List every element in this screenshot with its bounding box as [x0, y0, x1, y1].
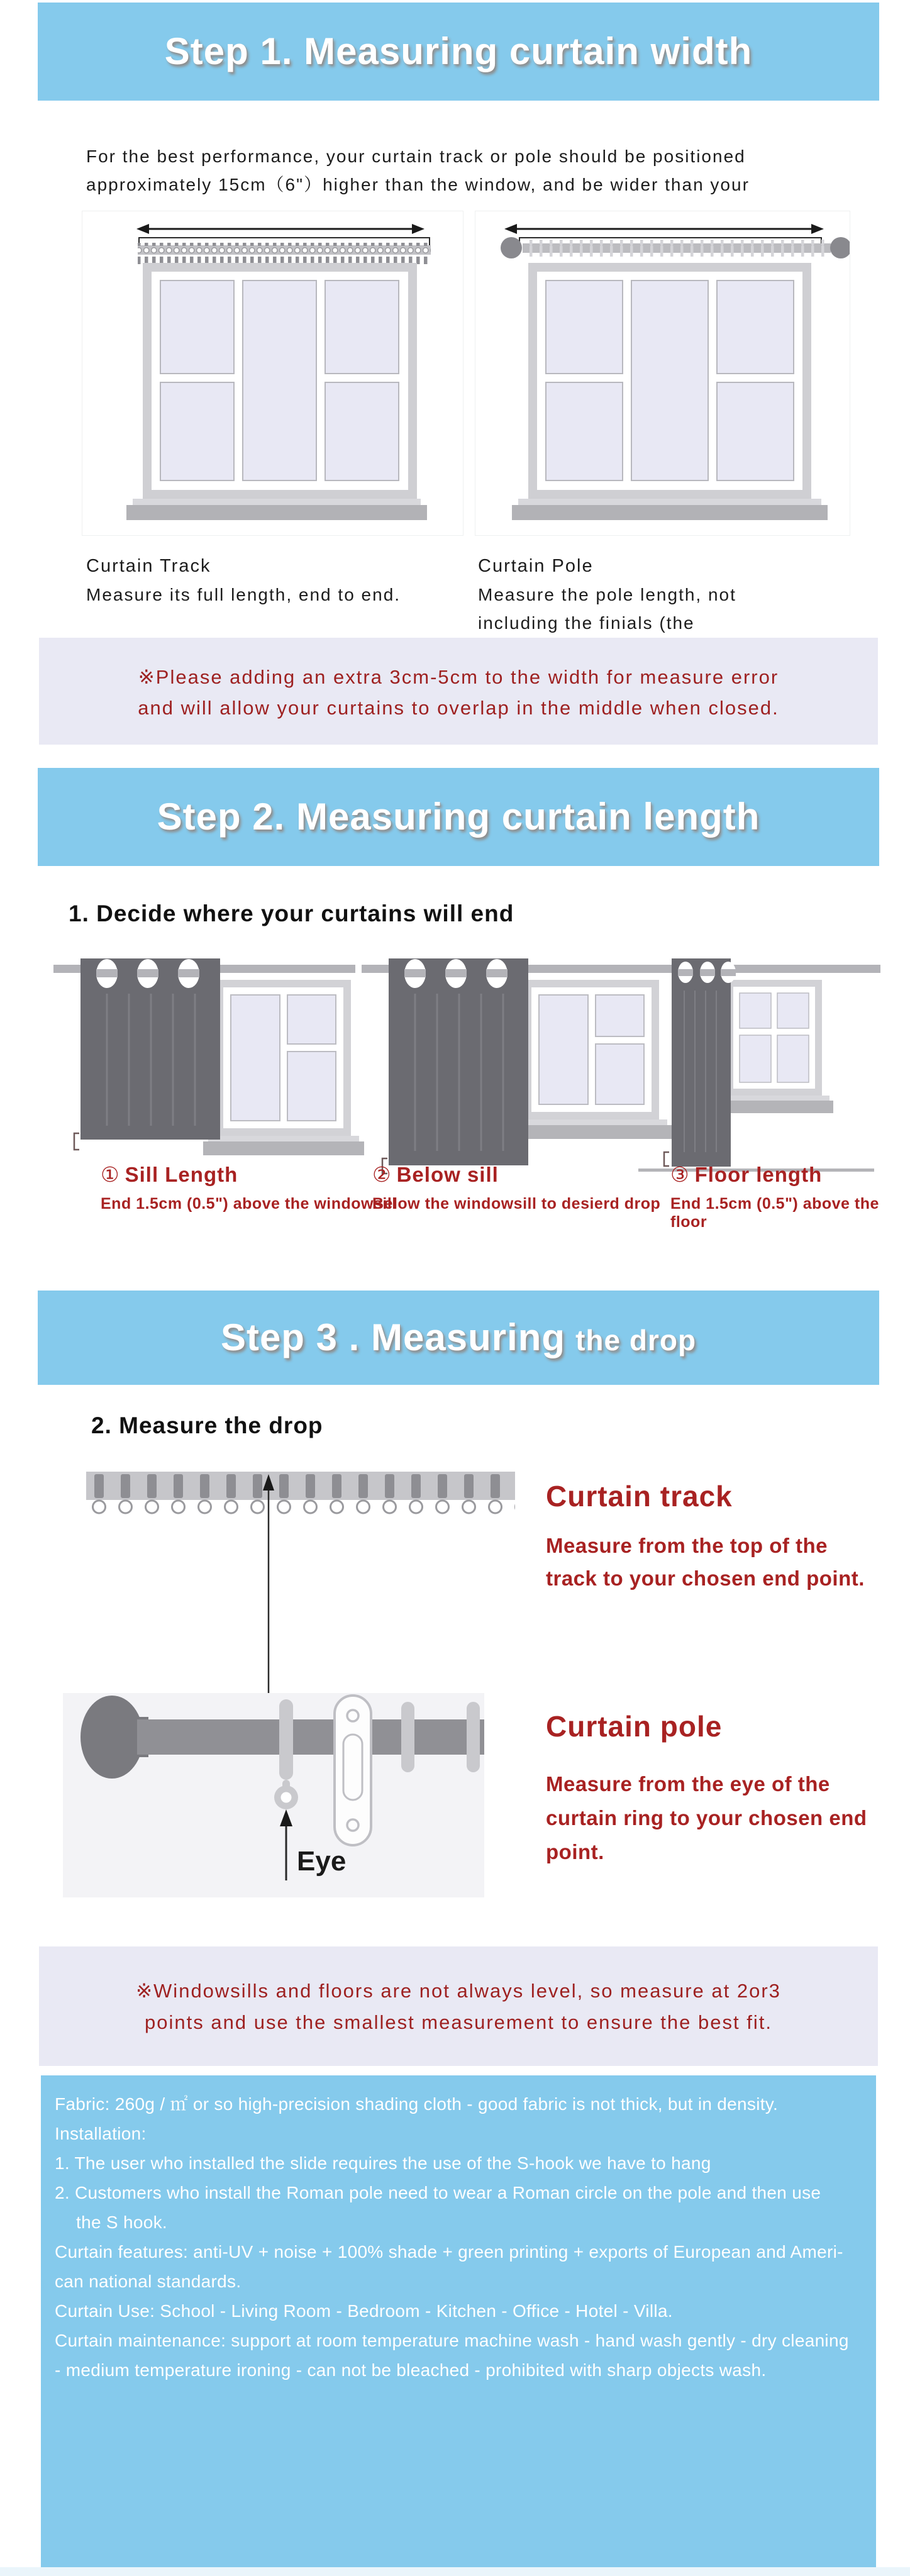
finial-right-icon — [830, 237, 850, 258]
pole-measure-line2: curtain ring to your chosen end — [546, 1806, 867, 1829]
pole-measure-line3: point. — [546, 1840, 604, 1863]
curtain-track-graphic — [138, 243, 431, 264]
track-measure-line2: track to your chosen end point. — [546, 1567, 865, 1590]
curtain-track-diagram-box — [82, 211, 463, 536]
curtain-panel-graphic — [389, 958, 528, 1165]
info-line-maintenance-2: - medium temperature ironing - can not be bleached - prohibited with sharp objects wash. — [55, 2360, 767, 2380]
width-arrow-icon — [136, 224, 424, 234]
step3-banner — [38, 1291, 879, 1385]
below-sill-caption — [372, 1162, 660, 1213]
info-line-install-2b: the S hook. — [76, 2212, 167, 2232]
track-caption-body: Measure its full length, end to end. — [86, 585, 401, 604]
step3-banner-sub: the drop — [575, 1324, 697, 1357]
option3-number: ③ — [670, 1163, 690, 1186]
width-note — [39, 638, 878, 745]
step2-banner: Step 2. Measuring curtain length — [38, 768, 879, 866]
level-note-line1: ※Windowsills and floors are not always level, so measure at 2or3 — [136, 1980, 781, 2002]
curtain-pole-drop-diagram — [63, 1693, 484, 1897]
drop-pole-illustration — [63, 1693, 484, 1901]
info-line-features-2: can national standards. — [55, 2272, 241, 2291]
finial-left-icon — [501, 237, 522, 258]
curtain-pole-window-diagram — [475, 211, 850, 535]
step1-intro-line2: approximately 15cm（6"）higher than the window, and be wider than your — [86, 175, 750, 194]
info-line-install-1: 1. The user who installed the slide requires the use of the S-hook we have to hang — [55, 2153, 711, 2173]
track-measure-line1: Measure from the top of the — [546, 1534, 828, 1557]
floor-length-diagram — [629, 956, 906, 1180]
step3-heading: 2. Measure the drop — [91, 1413, 323, 1438]
option3-desc: End 1.5cm (0.5") above the floor — [670, 1195, 879, 1231]
track-gliders — [86, 1467, 515, 1517]
info-line-maintenance: Curtain maintenance: support at room temperature machine wash - hand wash gently - dry cleaning — [55, 2331, 849, 2350]
finial-icon — [80, 1696, 143, 1779]
info-line-use: Curtain Use: School - Living Room - Bedroom - Kitchen - Office - Hotel - Villa. — [55, 2301, 673, 2321]
step1-intro — [86, 142, 750, 199]
pole-caption-line1: Measure the pole length, not — [478, 585, 736, 604]
pole-caption — [478, 552, 736, 637]
eye-label: Eye — [297, 1846, 347, 1877]
sill-length-illustration — [53, 956, 368, 1173]
track-caption — [86, 552, 401, 609]
sill-length-diagram — [53, 956, 368, 1176]
drop-track-illustration — [86, 1467, 523, 1707]
option3-title: Floor length — [694, 1163, 823, 1186]
width-note-line2: and will allow your curtains to overlap in the middle when closed. — [138, 697, 779, 719]
pole-measure-line1: Measure from the eye of the — [546, 1772, 830, 1796]
level-note-line2: points and use the smallest measurement to ensure the best fit. — [145, 2011, 772, 2033]
windowsill-graphic — [126, 499, 427, 520]
measure-mark — [74, 1133, 79, 1150]
option2-number: ② — [372, 1163, 392, 1186]
track-measure-title: Curtain track — [546, 1480, 733, 1513]
option2-title: Below sill — [396, 1163, 499, 1186]
grommets — [404, 959, 508, 988]
track-measure-body — [546, 1530, 865, 1595]
pole-measure-title: Curtain pole — [546, 1710, 723, 1743]
info-line-fabric: Fabric: 260g / ㎡ or so high-precision shading cloth - good fabric is not thick, but in density. — [55, 2094, 779, 2114]
ring-eye-icon — [274, 1785, 298, 1809]
curtain-pole-diagram-box — [475, 211, 850, 536]
curtain-panel-graphic — [672, 958, 736, 1167]
step1-banner: Step 1. Measuring curtain width — [38, 3, 879, 101]
curtain-track-drop-diagram — [86, 1467, 523, 1704]
window-graphic — [528, 263, 811, 499]
option1-title: Sill Length — [125, 1163, 238, 1186]
window-graphic — [143, 263, 417, 499]
pole-caption-title: Curtain Pole — [478, 556, 594, 576]
footer-strip — [0, 2567, 910, 2576]
step3-banner-main: Step 3 . Measuring — [220, 1316, 566, 1358]
info-line-installation: Installation: — [55, 2124, 147, 2143]
option1-number: ① — [101, 1163, 120, 1186]
wall-bracket-graphic — [335, 1696, 371, 1845]
info-line-install-2: 2. Customers who install the Roman pole need to wear a Roman circle on the pole and then use — [55, 2183, 821, 2202]
step1-intro-line1: For the best performance, your curtain track or pole should be positioned — [86, 147, 746, 166]
pole-measure-body — [546, 1767, 867, 1869]
width-arrow-icon — [504, 224, 824, 234]
info-line-features: Curtain features: anti-UV + noise + 100% shade + green printing + exports of European and Ameri- — [55, 2242, 843, 2262]
measure-mark — [664, 1152, 669, 1166]
option2-desc: Below the windowsill to desierd drop — [372, 1195, 661, 1213]
level-note — [39, 1946, 878, 2066]
sill-length-caption — [101, 1162, 397, 1213]
curtain-pole-graphic — [501, 237, 850, 258]
window-graphic — [715, 980, 833, 1113]
grommets — [96, 959, 199, 988]
floor-length-illustration — [629, 956, 906, 1177]
floor-length-caption — [670, 1162, 910, 1231]
window-graphic — [203, 980, 364, 1155]
curtain-track-window-diagram — [82, 211, 463, 535]
product-info-panel — [41, 2075, 876, 2567]
curtain-panel-graphic — [80, 958, 220, 1140]
grommets — [678, 962, 736, 983]
pole-caption-line2: including the finials (the — [478, 613, 695, 633]
width-note-line1: ※Please adding an extra 3cm-5cm to the width for measure error — [138, 666, 779, 688]
option1-desc: End 1.5cm (0.5") above the windowsill — [101, 1195, 397, 1213]
windowsill-graphic — [512, 499, 828, 520]
step2-heading: 1. Decide where your curtains will end — [69, 901, 514, 926]
track-caption-title: Curtain Track — [86, 556, 211, 576]
